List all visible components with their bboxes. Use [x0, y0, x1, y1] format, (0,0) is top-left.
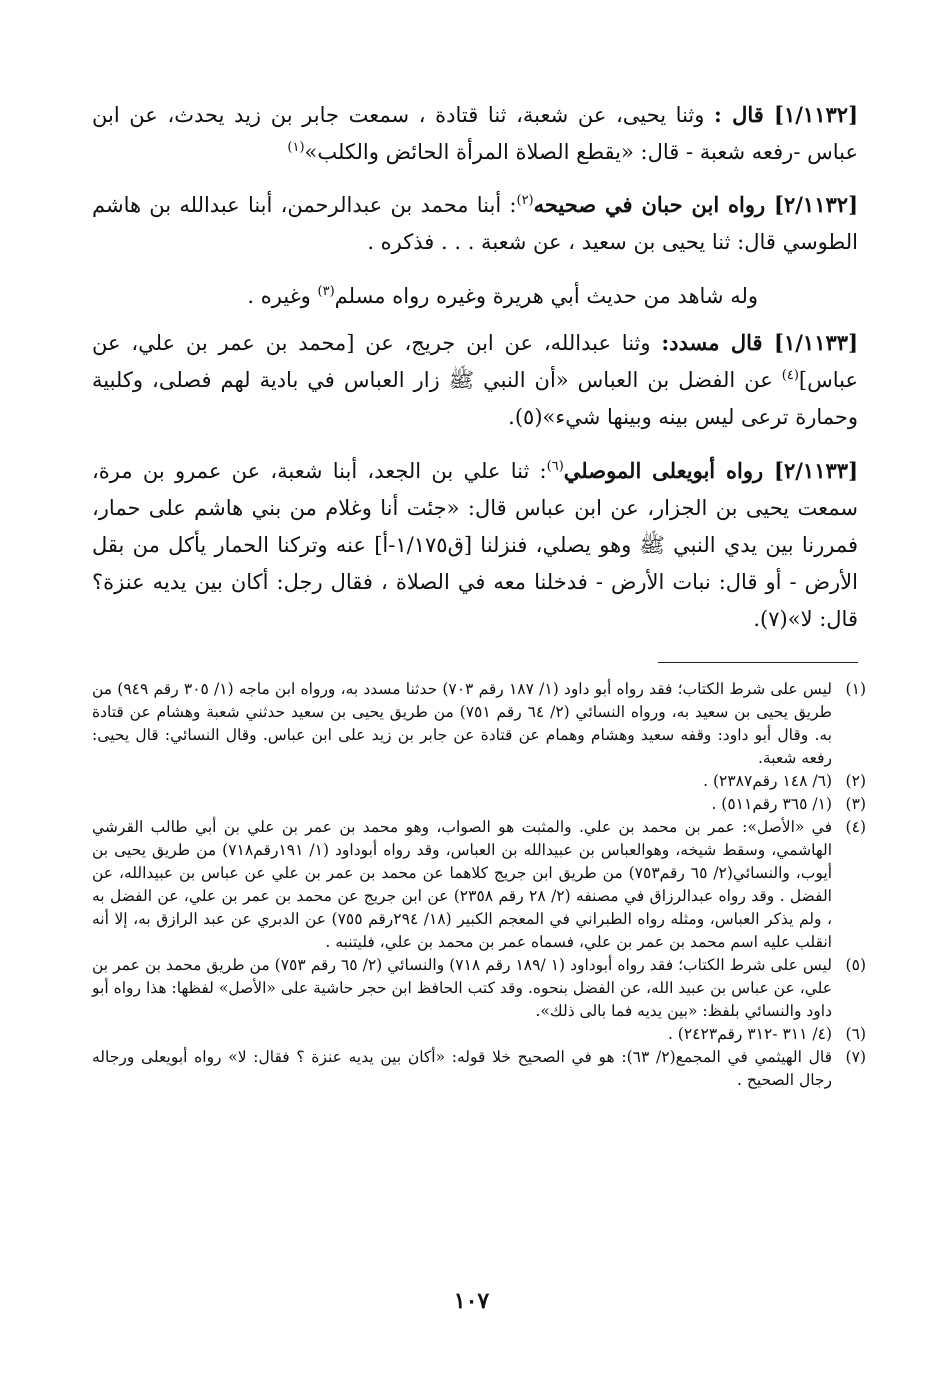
footnote	[92, 678, 866, 770]
footnote-marker[interactable]: (٦)	[546, 459, 564, 474]
footnote-marker[interactable]: (٤)	[781, 368, 799, 383]
entry-shahid: وله شاهد من حديث أبي هريرة وغيره رواه مسلم$^{(٣)}$ وغيره .	[247, 284, 758, 308]
footnote-text: (٤/ ٣١١ -٣١٢ رقم٢٤٢٣) .	[667, 1025, 832, 1043]
footnote-text: ليس على شرط الكتاب؛ فقد رواه أبو داود (١/ ١٨٧ رقم ٧٠٣) حدثنا مسدد به، ورواه ابن ماجه (١/ ٣٠٥ رقم ٩٤٩) من طريق يحيى بن سعيد به، ورواه النسائي (٢/ ٦٤ رقم ٧٥١) من طريق يحيى بن سعيد حدثني شعبة وهشام عن قتادة به. وقال أبو داود: وقفه سعيد وهشام وهمام عن قتادة عن جابر بن زيد على ابن عباس. وقال النسائي: قال يحيى: رفعه شعبة.	[92, 680, 833, 767]
entry-ref: [١/١١٣٣] قال مسدد:	[661, 330, 858, 355]
footnote-text: في «الأصل»: عمر بن محمد بن علي. والمثبت هو الصواب، وهو محمد بن عمر بن علي بن أبي طالب القرشي الهاشمي، وسقط شيخه، وهوالعباس بن عبيدالله بن العباس، وقد رواه أبوداود (١/ ١٩١رقم٧١٨) من طريق يحيى بن أيوب، والنسائي(٢/ ٦٥ رقم٧٥٣) من طريق ابن جريج كلاهما عن محمد بن عمر بن علي عن عباس بن عبيدالله، عن الفضل . وقد رواه عبدالرزاق في مصنفه (٢/ ٢٨ رقم ٢٣٥٨) عن ابن جريج عن محمد بن عمر بن علي، عن الفضل به ، ولم يذكر العباس، ومثله رواه الطبراني في المعجم الكبير (١٨/ ٢٩٤رقم ٧٥٥) عن الدبري عن عبد الرازق به، إلا أنه انقلب عليه اسم محمد بن عمر بن علي، فسماه عمر بن محمد بن علي، فليتنبه .	[92, 818, 833, 951]
entry-1133-2	[92, 452, 858, 638]
entry-1132-1	[92, 96, 858, 171]
footnote	[92, 1023, 866, 1046]
footnote-separator	[658, 662, 858, 663]
entry-text: : ثنا علي بن الجعد، أبنا شعبة، عن عمرو بن مرة، سمعت يحيى بن الجزار، عن ابن عباس قال: «جئت أنا وغلام من بني هاشم على حمار، فمررنا بين يدي النبي ﷺ وهو يصلي، فنزلنا [ق١/١٧٥-أ] عنه وتركنا الحمار يأكل من بقل الأرض - أو قال: نبات الأرض - فدخلنا معه في الصلاة ، فقال رجل: أكان بين يديه عنزة؟ قال: لا»(٧).	[92, 459, 858, 631]
footnote-number: (٣)	[845, 795, 866, 813]
footnote-number: (٧)	[845, 1048, 866, 1066]
footnote-text: (١/ ٣٦٥ رقم٥١١) .	[711, 795, 832, 813]
footnote-marker[interactable]: (٢)	[516, 193, 534, 208]
footnote-marker[interactable]: (٣)	[317, 284, 335, 299]
entry-1133-1: [١/١١٣٣] قال مسدد: وثنا عبدالله، عن ابن جريج، عن [محمد بن عمر بن علي، عن عباس]$^{(٤)}$ عن الفضل بن العباس «أن النبي ﷺ زار العباس في بادية لهم فصلى، وكلبية وحمارة ترعى ليس بينه وبينها شيء»(٥).	[92, 330, 858, 429]
footnote-text: قال الهيثمي في المجمع(٢/ ٦٣): هو في الصحيح خلا قوله: «أكان بين يديه عنزة ؟ فقال: لا» رواه أبويعلى ورجاله رجال الصحيح .	[92, 1048, 833, 1089]
entry-text: وله شاهد من حديث أبي هريرة وغيره رواه مسلم	[334, 284, 758, 308]
footnote-number: (٢)	[845, 772, 866, 790]
footnote	[92, 954, 866, 1023]
footnote-marker[interactable]: (١)	[287, 140, 305, 155]
footnotes	[92, 678, 866, 1092]
footnote-text: ليس على شرط الكتاب؛ فقد رواه أبوداود (١ /١٨٩ رقم ٧١٨) والنسائي (٢/ ٦٥ رقم ٧٥٣) من طريق محمد بن عمر بن علي، عن عباس بن عبيد الله، عن الفضل بنحوه. وقد كتب الحافظ ابن حجر حاشية على «الأصل» لفظها: هذا رواه أبو داود والنسائي بلفظ: «بين يديه فما بالى ذلك».	[92, 956, 832, 1020]
footnote-number: (١)	[845, 680, 866, 698]
footnote-number: (٥)	[845, 956, 866, 974]
footnote	[92, 1046, 866, 1092]
entry-ref: [١/١١٣٢] قال :	[714, 102, 858, 127]
footnote	[92, 816, 866, 954]
entry-1132-2	[92, 186, 858, 261]
page-number: ١٠٧	[453, 1288, 490, 1314]
footnote	[92, 793, 866, 816]
footnote-number: (٦)	[845, 1025, 866, 1043]
entry-ref: [٢/١١٣٣] رواه أبويعلى الموصلي	[563, 458, 858, 483]
entry-text: : أبنا محمد بن عبدالرحمن، أبنا عبدالله بن هاشم الطوسي قال: ثنا يحيى بن سعيد ، عن شعبة . . . فذكره .	[92, 193, 858, 254]
entry-text: وثنا عبدالله، عن ابن جريج، عن [محمد بن عمر بن علي، عن عباس]	[92, 331, 858, 392]
footnote	[92, 770, 866, 793]
footnote-number: (٤)	[845, 818, 866, 836]
entry-text: وثنا يحيى، عن شعبة، ثنا قتادة ، سمعت جابر بن زيد يحدث، عن ابن عباس -رفعه شعبة - قال: «يقطع الصلاة المرأة الحائض والكلب»	[92, 103, 858, 164]
footnote-text: (٦/ ١٤٨ رقم٢٣٨٧) .	[703, 772, 832, 790]
entry-ref: [٢/١١٣٢] رواه ابن حبان في صحيحه	[533, 192, 858, 217]
